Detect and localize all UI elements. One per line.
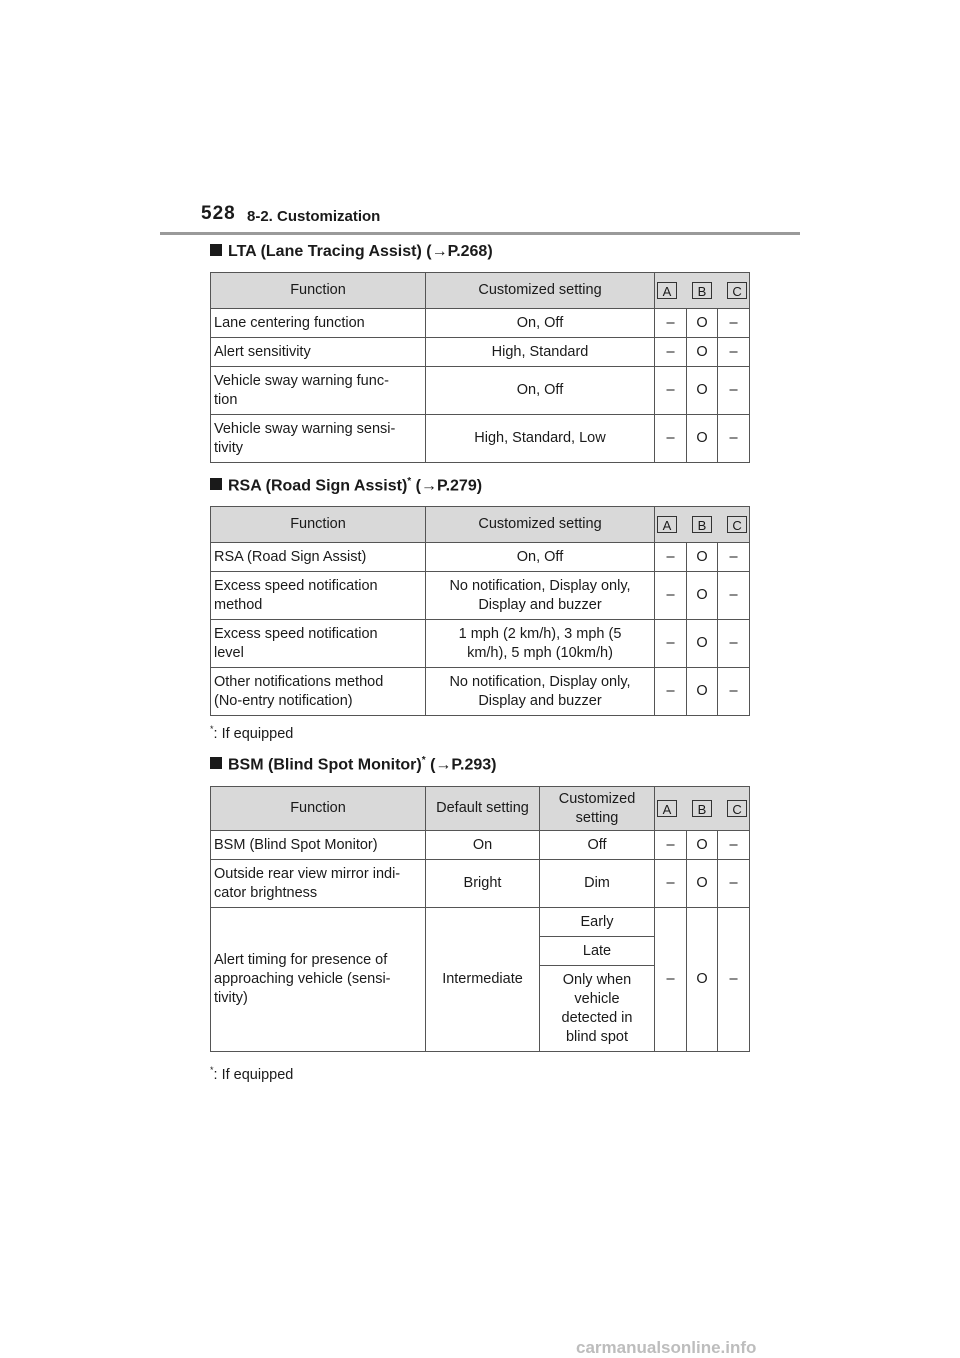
row-a: –: [655, 415, 687, 463]
table-row: [211, 367, 750, 415]
row-custom: Dim: [540, 860, 655, 908]
col-customized-setting: Customized setting: [426, 273, 655, 309]
row-function: [211, 860, 426, 908]
col-function: Function: [211, 787, 426, 831]
table-row: [211, 572, 750, 620]
row-default: Intermediate: [426, 908, 540, 1052]
box-a-icon: A: [657, 282, 677, 299]
col-abc: [655, 507, 750, 543]
lta-title-text: LTA (Lane Tracing Assist) (: [228, 243, 432, 260]
lta-page-ref[interactable]: P.268): [447, 243, 493, 260]
paren-text: (: [425, 756, 436, 774]
row-custom-only: [540, 966, 655, 1052]
box-c-icon: C: [727, 516, 747, 533]
bsm-section-title: [210, 755, 497, 774]
row-custom-line: detected in: [561, 1009, 633, 1026]
col-abc: [655, 273, 750, 309]
row-custom-line: No notification, Display only,: [449, 673, 631, 690]
row-custom: High, Standard, Low: [426, 415, 655, 463]
section-bullet-icon: [210, 478, 222, 490]
row-b: O: [687, 543, 718, 572]
table-row: [211, 620, 750, 668]
row-a: –: [655, 620, 687, 668]
row-b: O: [687, 620, 718, 668]
row-a: –: [655, 309, 687, 338]
footnote-marker: *: [210, 1065, 214, 1075]
col-default-setting: Default setting: [426, 787, 540, 831]
row-custom-line: vehicle: [574, 990, 620, 1007]
col-function: Function: [211, 273, 426, 309]
row-custom: On, Off: [426, 543, 655, 572]
table-row: [211, 668, 750, 716]
row-a: –: [655, 831, 687, 860]
col-customized-setting: Customized setting: [426, 507, 655, 543]
row-c: –: [718, 620, 750, 668]
row-a: –: [655, 543, 687, 572]
row-b: O: [687, 415, 718, 463]
box-c-icon: C: [727, 282, 747, 299]
row-custom: Off: [540, 831, 655, 860]
row-a: –: [655, 860, 687, 908]
footnote-text: : If equipped: [213, 725, 294, 742]
row-c: –: [718, 338, 750, 367]
table-row: [211, 831, 750, 860]
lta-table: [210, 272, 750, 463]
row-b: O: [687, 668, 718, 716]
row-a: –: [655, 367, 687, 415]
row-custom-line: Only when: [562, 971, 632, 988]
row-custom-line: Display and buzzer: [478, 596, 602, 613]
table-header-row: [211, 787, 750, 831]
footnote-text: : If equipped: [213, 1066, 294, 1083]
watermark: carmanualsonline.info: [576, 1338, 757, 1357]
row-b: O: [687, 831, 718, 860]
table-row: [211, 309, 750, 338]
row-function: [211, 908, 426, 1052]
chapter-title: 8-2. Customization: [247, 208, 381, 225]
row-function-line: Other notifications method: [214, 673, 384, 690]
row-b: O: [687, 367, 718, 415]
bsm-title-text: BSM (Blind Spot Monitor): [228, 756, 422, 774]
row-a: –: [655, 572, 687, 620]
row-function-line: tivity): [214, 990, 248, 1006]
row-c: –: [718, 908, 750, 1052]
row-b: O: [687, 338, 718, 367]
box-b-icon: B: [692, 516, 712, 533]
row-function-line: Excess speed notification: [214, 577, 378, 594]
lta-section-title: [210, 243, 493, 261]
row-custom: [426, 572, 655, 620]
row-c: –: [718, 367, 750, 415]
row-a: –: [655, 338, 687, 367]
table-header-row: [211, 273, 750, 309]
row-function-line: Outside rear view mirror indi-: [214, 865, 401, 882]
row-function: Alert sensitivity: [211, 338, 426, 367]
row-function: [211, 620, 426, 668]
row-custom-line: blind spot: [565, 1028, 629, 1045]
row-function-line: tivity: [214, 439, 243, 456]
section-bullet-icon: [210, 244, 222, 256]
row-custom-early: Early: [540, 908, 655, 937]
row-function-line: Excess speed notification: [214, 625, 378, 642]
table-row: [211, 908, 750, 937]
row-custom-line: No notification, Display only,: [449, 577, 631, 594]
table-header-row: [211, 507, 750, 543]
rsa-section-title: [210, 476, 482, 495]
box-b-icon: B: [692, 800, 712, 817]
row-function: BSM (Blind Spot Monitor): [211, 831, 426, 860]
row-function: [211, 572, 426, 620]
col-custom-line: setting: [575, 809, 619, 826]
rsa-title-text: RSA (Road Sign Assist): [228, 477, 408, 495]
row-b: O: [687, 860, 718, 908]
row-custom-line: km/h), 5 mph (10km/h): [467, 644, 613, 661]
footnote-marker: *: [407, 476, 412, 487]
row-a: –: [655, 668, 687, 716]
arrow-icon: →: [420, 477, 437, 495]
table-row: [211, 338, 750, 367]
row-function-line: Vehicle sway warning func-: [214, 372, 389, 389]
row-default: Bright: [426, 860, 540, 908]
row-function-line: (No-entry notification): [214, 692, 353, 709]
footnote-marker: *: [421, 755, 426, 766]
row-c: –: [718, 415, 750, 463]
arrow-icon: →: [435, 756, 452, 774]
rsa-page-ref[interactable]: P.279): [436, 477, 483, 495]
box-a-icon: A: [657, 800, 677, 817]
row-function: [211, 415, 426, 463]
row-b: O: [687, 309, 718, 338]
row-b: O: [687, 572, 718, 620]
row-c: –: [718, 831, 750, 860]
row-custom: On, Off: [426, 309, 655, 338]
row-c: –: [718, 572, 750, 620]
row-custom-line: 1 mph (2 km/h), 3 mph (5: [458, 625, 622, 642]
row-custom: High, Standard: [426, 338, 655, 367]
col-function: Function: [211, 507, 426, 543]
box-c-icon: C: [727, 800, 747, 817]
arrow-icon: →: [431, 243, 448, 260]
rsa-footnote: [210, 724, 293, 742]
row-function: [211, 367, 426, 415]
col-custom-line: Customized: [558, 790, 636, 807]
row-b: O: [687, 908, 718, 1052]
bsm-table: [210, 786, 750, 1052]
paren-text: (: [411, 477, 421, 495]
page-number: 528: [201, 203, 236, 224]
row-function: [211, 668, 426, 716]
row-custom: On, Off: [426, 367, 655, 415]
rsa-table: [210, 506, 750, 716]
row-c: –: [718, 543, 750, 572]
row-c: –: [718, 860, 750, 908]
col-abc: [655, 787, 750, 831]
row-default: On: [426, 831, 540, 860]
table-row: [211, 543, 750, 572]
row-a: –: [655, 908, 687, 1052]
table-row: [211, 860, 750, 908]
bsm-footnote: [210, 1065, 293, 1083]
row-function-line: Vehicle sway warning sensi-: [214, 420, 396, 437]
footnote-marker: *: [210, 724, 214, 734]
row-custom-late: Late: [540, 937, 655, 966]
row-function-line: level: [214, 644, 244, 661]
row-function-line: cator brightness: [214, 884, 318, 901]
col-customized-setting: [540, 787, 655, 831]
row-c: –: [718, 668, 750, 716]
box-b-icon: B: [692, 282, 712, 299]
box-a-icon: A: [657, 516, 677, 533]
row-function: Lane centering function: [211, 309, 426, 338]
section-bullet-icon: [210, 757, 222, 769]
row-function-line: tion: [214, 391, 238, 408]
row-custom: [426, 620, 655, 668]
row-custom-line: Display and buzzer: [478, 692, 602, 709]
row-function-line: approaching vehicle (sensi-: [214, 971, 391, 987]
row-function: RSA (Road Sign Assist): [211, 543, 426, 572]
row-function-line: Alert timing for presence of: [214, 952, 388, 968]
row-c: –: [718, 309, 750, 338]
bsm-page-ref[interactable]: P.293): [451, 756, 497, 774]
table-row: [211, 415, 750, 463]
header-rule: [160, 232, 800, 235]
row-function-line: method: [214, 596, 263, 613]
row-custom: [426, 668, 655, 716]
